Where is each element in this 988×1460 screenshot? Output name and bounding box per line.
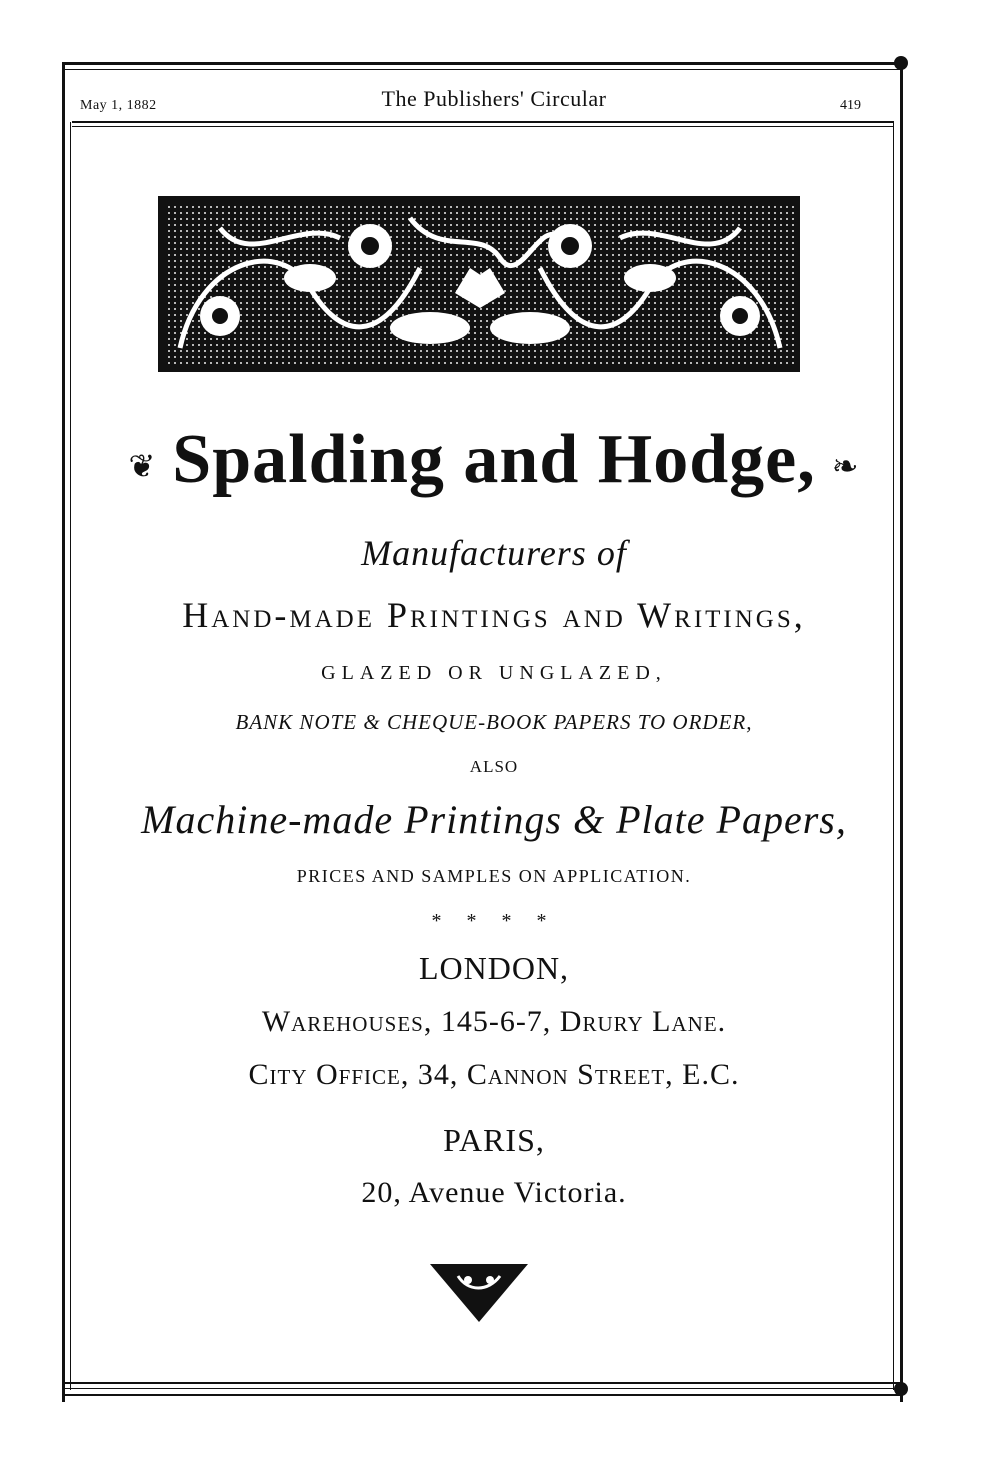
handmade-papers-line: Hand-made Printings and Writings, xyxy=(182,595,806,635)
glazed-line: GLAZED OR UNGLAZED, xyxy=(321,662,667,684)
footer-bottom-rule xyxy=(62,1394,902,1396)
ornamental-banner-image xyxy=(158,196,800,372)
london-heading: LONDON, xyxy=(418,950,570,986)
header-bottom-thin-rule xyxy=(72,126,894,127)
right-fleuron-icon: ❧ xyxy=(831,447,860,484)
warehouses-address: Warehouses, 145-6-7, Drury Lane. xyxy=(261,1005,727,1038)
journal-title: The Publishers' Circular xyxy=(381,86,607,111)
bank-note-line: BANK NOTE & CHEQUE-BOOK PAPERS TO ORDER, xyxy=(235,710,753,734)
city-office-address: City Office, 34, Cannon Street, E.C. xyxy=(248,1058,740,1091)
left-fleuron-icon: ❦ xyxy=(128,447,157,484)
prices-line: PRICES AND SAMPLES ON APPLICATION. xyxy=(296,866,692,886)
also-line: ALSO xyxy=(469,757,519,776)
foliage-ornament-icon xyxy=(160,198,798,370)
machine-made-line: Machine-made Printings & Plate Papers, xyxy=(141,797,847,842)
triangle-tailpiece-icon xyxy=(428,1262,530,1329)
firm-name-text: Spalding and Hodge, xyxy=(172,421,816,498)
firm-name xyxy=(0,420,988,500)
header-top-thin-rule xyxy=(62,69,902,70)
header-date: May 1, 1882 xyxy=(80,98,157,113)
corner-rosette-icon xyxy=(894,56,908,70)
page-number: 419 xyxy=(840,98,861,113)
asterism: * * * * xyxy=(431,910,557,932)
header-bottom-rule xyxy=(72,121,894,123)
corner-rosette-icon xyxy=(894,1382,908,1396)
footer-rule xyxy=(62,1382,902,1384)
header-top-rule xyxy=(62,62,902,65)
footer-thin-rule xyxy=(62,1388,902,1389)
manufacturers-of-line: Manufacturers of xyxy=(361,533,627,573)
paris-address: 20, Avenue Victoria. xyxy=(361,1176,627,1209)
paris-heading: PARIS, xyxy=(443,1122,545,1158)
